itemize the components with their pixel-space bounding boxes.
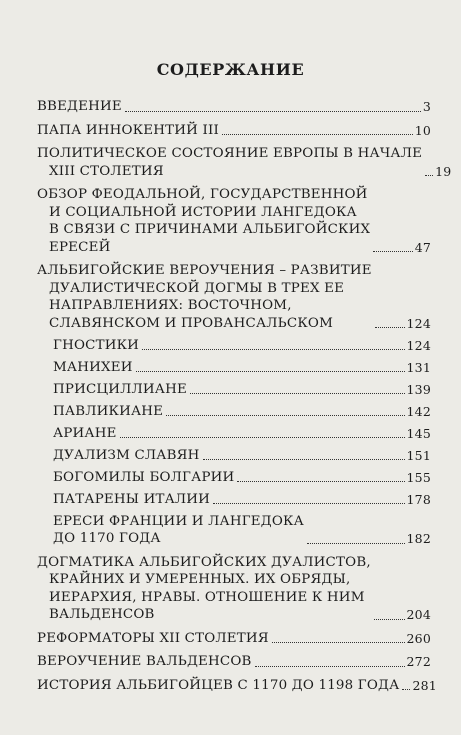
toc-entry xyxy=(37,469,431,487)
toc-entry-title-line: ИСТОРИЯ АЛЬБИГОЙЦЕВ С 1170 ДО 1198 ГОДА xyxy=(37,677,400,693)
toc-entry-title-line: ДОГМАТИКА АЛЬБИГОЙСКИХ ДУАЛИСТОВ, xyxy=(37,554,371,570)
toc-entry-title xyxy=(53,403,163,421)
dot-leader xyxy=(402,689,410,690)
toc-page-number: 281 xyxy=(412,677,437,693)
toc-entry-title-line: ЕРЕСЕЙ xyxy=(49,239,111,255)
toc-entry xyxy=(37,337,431,355)
dot-leader xyxy=(272,642,405,643)
toc-page-number: 3 xyxy=(422,99,431,114)
toc-entry-title xyxy=(37,630,269,648)
toc-entry xyxy=(37,381,431,399)
dot-leader xyxy=(373,251,412,252)
toc-entry-title xyxy=(37,677,399,695)
toc-entry-title-line: БОГОМИЛЫ БОЛГАРИИ xyxy=(53,469,235,485)
toc-entry-title-line: СЛАВЯНСКОМ И ПРОВАНСАЛЬСКОМ xyxy=(49,315,333,331)
dot-leader xyxy=(190,393,405,394)
toc-entry-title xyxy=(53,359,133,377)
toc-entry xyxy=(37,98,431,116)
dot-leader xyxy=(307,543,405,544)
toc-entry xyxy=(37,677,437,695)
toc-entry xyxy=(37,122,431,140)
toc-page-number: 124 xyxy=(406,337,431,353)
toc-page-number: 47 xyxy=(414,239,431,255)
toc-entry-title-line: ВАЛЬДЕНСОВ xyxy=(49,607,155,622)
toc-page-number: 10 xyxy=(414,122,431,138)
dot-leader xyxy=(203,459,405,460)
toc-entry-title xyxy=(53,425,117,443)
toc-entry-title xyxy=(53,513,304,548)
toc-entry-title xyxy=(37,554,371,624)
toc-page-number: 145 xyxy=(406,425,431,441)
toc-entry xyxy=(37,262,431,332)
toc-entry-title-line: ОБЗОР ФЕОДАЛЬНОЙ, ГОСУДАРСТВЕННОЙ xyxy=(37,187,368,202)
toc-page-number: 124 xyxy=(406,315,431,331)
toc-page-number: 182 xyxy=(406,531,431,546)
page-title: СОДЕРЖАНИЕ xyxy=(156,60,305,79)
dot-leader xyxy=(142,349,405,350)
toc-entry-title-line: НАПРАВЛЕНИЯХ: ВОСТОЧНОМ, xyxy=(49,298,292,313)
toc-entry-title-line: В СВЯЗИ С ПРИЧИНАМИ АЛЬБИГОЙСКИХ xyxy=(49,222,371,237)
toc-page-number: 204 xyxy=(406,607,431,622)
toc-entry xyxy=(37,359,431,377)
dot-leader xyxy=(255,666,405,667)
dot-leader xyxy=(375,327,405,328)
toc-entry xyxy=(37,145,452,180)
toc-entry xyxy=(37,554,431,624)
toc-entry-title xyxy=(53,337,139,355)
toc-page-number: 151 xyxy=(406,447,431,463)
dot-leader xyxy=(222,134,413,135)
toc-entry xyxy=(37,653,431,671)
toc-entry-title-line: ВВЕДЕНИЕ xyxy=(37,99,122,114)
toc-page-number: 131 xyxy=(406,359,431,375)
toc-entry-title-line: ПОЛИТИЧЕСКОЕ СОСТОЯНИЕ ЕВРОПЫ В НАЧАЛЕ xyxy=(37,146,423,161)
toc-entry-title-line: АЛЬБИГОЙСКИЕ ВЕРОУЧЕНИЯ – РАЗВИТИЕ xyxy=(37,263,372,278)
toc-page-number: 19 xyxy=(435,163,452,179)
toc-entry-title-line: АРИАНЕ xyxy=(53,425,117,441)
toc-entry xyxy=(37,513,431,548)
toc-entry-title-line: XIII СТОЛЕТИЯ xyxy=(49,163,164,179)
toc-entry-title xyxy=(37,653,252,671)
dot-leader xyxy=(136,371,405,372)
toc-entry xyxy=(37,630,431,648)
toc-entry-title-line: ДУАЛИСТИЧЕСКОЙ ДОГМЫ В ТРЕХ ЕЕ xyxy=(49,280,345,296)
toc-entry-title xyxy=(37,145,422,180)
toc-entry-title xyxy=(53,381,187,399)
toc-entry-title-line: МАНИХЕИ xyxy=(53,359,133,375)
toc-entry-title xyxy=(53,491,210,509)
table-of-contents xyxy=(37,92,452,694)
toc-page-number: 178 xyxy=(406,491,431,507)
toc-page-number: 260 xyxy=(406,630,431,646)
toc-entry-title xyxy=(53,447,200,465)
toc-entry xyxy=(37,186,431,256)
dot-leader xyxy=(425,175,433,176)
toc-entry xyxy=(37,491,431,509)
toc-entry-title-line: ДУАЛИЗМ СЛАВЯН xyxy=(53,447,200,463)
dot-leader xyxy=(120,437,405,438)
toc-entry-title xyxy=(37,122,219,140)
toc-page-number: 142 xyxy=(406,403,431,419)
dot-leader xyxy=(237,481,404,482)
toc-entry-title-line: ПАТАРЕНЫ ИТАЛИИ xyxy=(53,491,211,507)
toc-page-number: 272 xyxy=(406,654,431,669)
toc-entry-title-line: ГНОСТИКИ xyxy=(53,337,140,353)
toc-entry-title-line: ЕРЕСИ ФРАНЦИИ И ЛАНГЕДОКА xyxy=(53,513,304,529)
toc-entry-title-line: ПРИСЦИЛЛИАНЕ xyxy=(53,381,187,397)
toc-entry-title-line: РЕФОРМАТОРЫ XII СТОЛЕТИЯ xyxy=(37,630,269,646)
toc-entry xyxy=(37,403,431,421)
toc-entry xyxy=(37,447,431,465)
toc-entry-title-line: ПАВЛИКИАНЕ xyxy=(53,403,164,419)
dot-leader xyxy=(213,503,404,504)
toc-entry-title xyxy=(37,262,372,332)
dot-leader xyxy=(125,111,421,112)
toc-entry-title-line: И СОЦИАЛЬНОЙ ИСТОРИИ ЛАНГЕДОКА xyxy=(49,204,357,220)
toc-entry-title xyxy=(37,186,370,256)
toc-entry-title xyxy=(53,469,234,487)
toc-entry-title-line: ПАПА ИННОКЕНТИЙ III xyxy=(37,122,219,138)
toc-page-number: 139 xyxy=(406,381,431,397)
toc-entry-title-line: КРАЙНИХ И УМЕРЕННЫХ. ИХ ОБРЯДЫ, xyxy=(49,572,351,587)
toc-entry xyxy=(37,425,431,443)
toc-entry-title-line: ВЕРОУЧЕНИЕ ВАЛЬДЕНСОВ xyxy=(37,654,252,669)
toc-entry-title-line: ИЕРАРХИЯ, НРАВЫ. ОТНОШЕНИЕ К НИМ xyxy=(49,589,365,605)
dot-leader xyxy=(166,415,404,416)
dot-leader xyxy=(374,619,405,620)
toc-page-number: 155 xyxy=(406,469,431,485)
toc-entry-title-line: ДО 1170 ГОДА xyxy=(53,531,161,546)
toc-entry-title xyxy=(37,98,122,116)
